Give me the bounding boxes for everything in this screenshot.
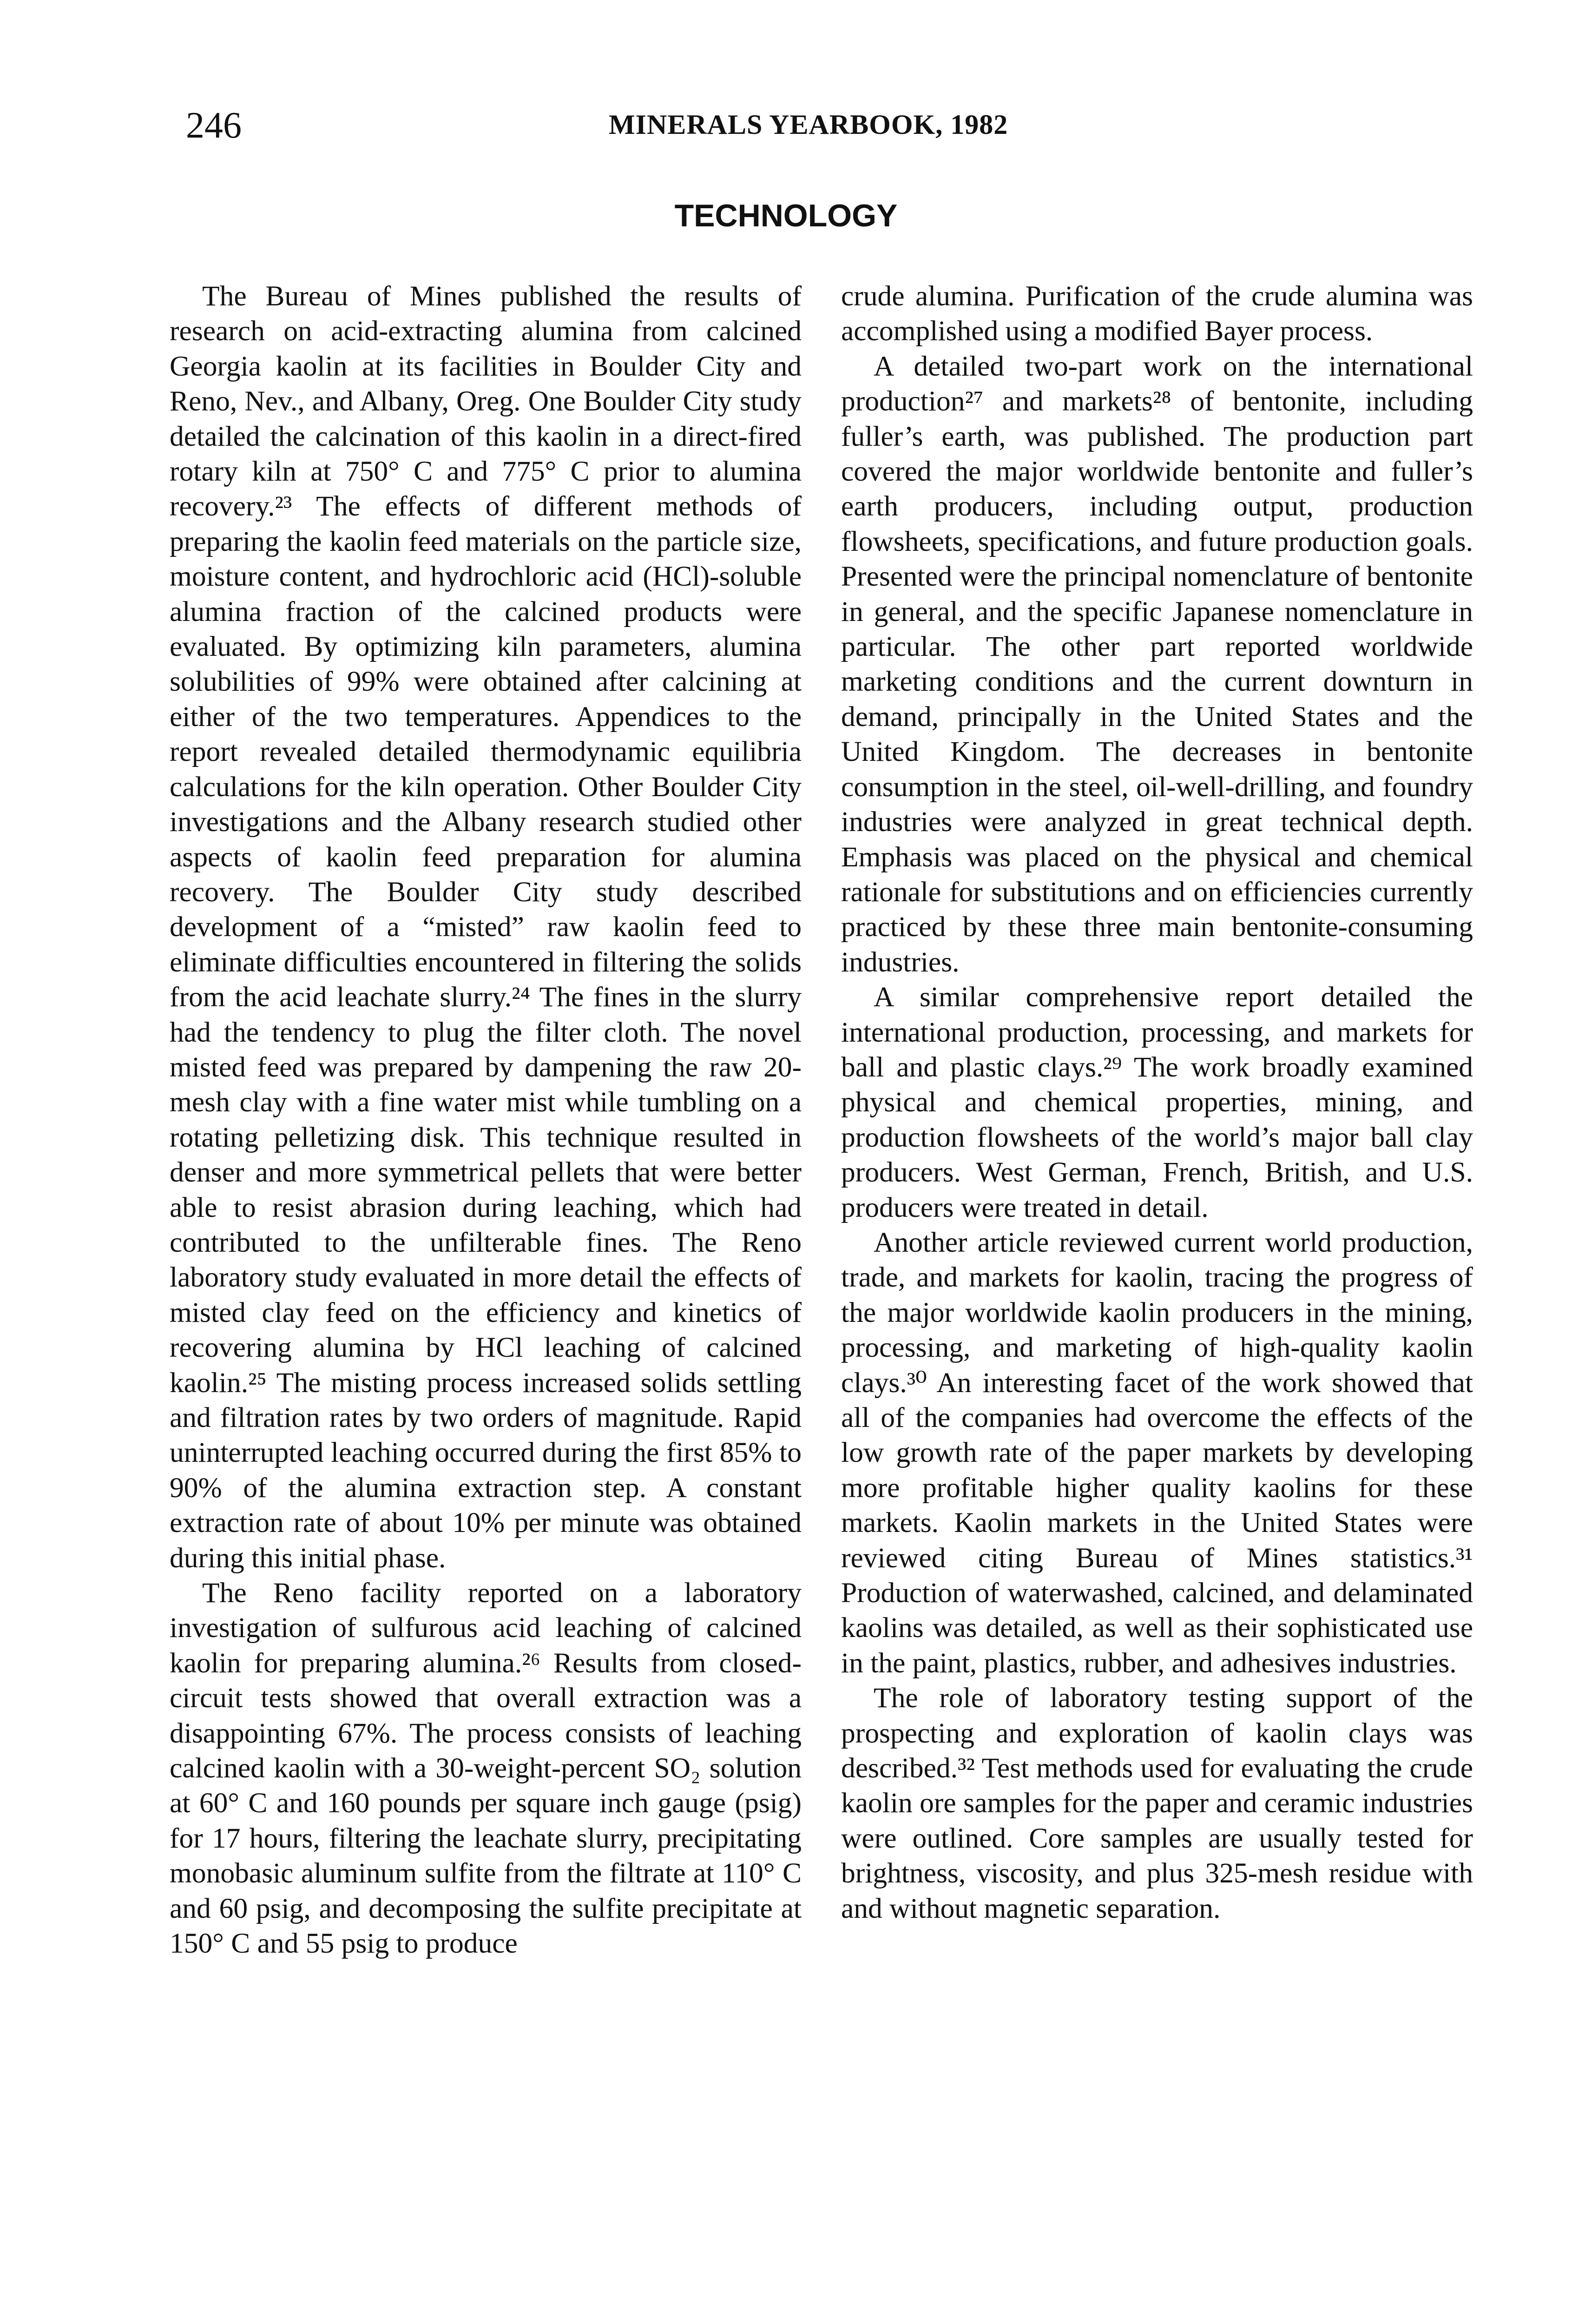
paragraph-continuation: crude alumina. Purification of the crude alumina was accomplished using a modified Bayer process. xyxy=(841,280,1473,347)
paragraph: The Reno facility reported on a laboratory investigation of sulfurous acid leaching of calcined kaolin for preparing alumina.²⁶ Results from closed-circuit tests showed that overall extraction was a disappointing 67%. The process consists of leaching calcined kaolin with a 30-weight-percent SO₂ solution at 60° C and 160 pounds per square inch gauge (psig) for 17 hours, filtering the leachate slurry, precipitating monobasic aluminum sulfite from the filtrate at 110° C and 60 psig, and decomposing the sulfite precipitate at 150° C and 55 psig to produce xyxy=(170,1577,802,1960)
running-title: MINERALS YEARBOOK, 1982 xyxy=(609,109,1008,140)
paragraph: The role of laboratory testing support of the prospecting and exploration of kaolin clays was described.³² Test methods used for evaluating the crude kaolin ore samples for the paper and ceramic industries were outlined. Core samples are usually tested for brightness, viscosity, and plus 325-mesh residue with and without magnetic separation. xyxy=(841,1682,1473,1924)
section-title: TECHNOLOGY xyxy=(674,198,898,233)
page-number: 246 xyxy=(186,105,242,146)
paragraph: Another article reviewed current world production, trade, and markets for kaolin, tracing the progress of the major worldwide kaolin producers in the mining, processing, and marketing of high-quality kaolin clays.³⁰ An interesting facet of the work showed that all of the companies had overcome the effects of the low growth rate of the paper markets by developing more profitable higher quality kaolins for these markets. Kaolin markets in the United States were reviewed citing Bureau of Mines statistics.³¹ Production of waterwashed, calcined, and delaminated kaolins was detailed, as well as their sophisticated use in the paint, plastics, rubber, and adhesives industries. xyxy=(841,1226,1473,1679)
left-text-column xyxy=(170,279,802,1961)
paragraph: A similar comprehensive report detailed the international production, processing, and markets for ball and plastic clays.²⁹ The work broadly examined physical and chemical properties, mining, and production flowsheets of the world’s major ball clay producers. West German, French, British, and U.S. producers were treated in detail. xyxy=(841,981,1473,1223)
right-text-column xyxy=(841,279,1473,1926)
paragraph: The Bureau of Mines published the results of research on acid-extracting alumina from calcined Georgia kaolin at its facilities in Boulder City and Reno, Nev., and Albany, Oreg. One Boulder City study detailed the calcination of this kaolin in a direct-fired rotary kiln at 750° C and 775° C prior to alumina recovery.²³ The effects of different methods of preparing the kaolin feed materials on the particle size, moisture content, and hydrochloric acid (HCl)-soluble alumina fraction of the calcined products were evaluated. By optimizing kiln parameters, alumina solubilities of 99% were obtained after calcining at either of the two temperatures. Appendices to the report revealed detailed thermodynamic equilibria calculations for the kiln operation. Other Boulder City investigations and the Albany research studied other aspects of kaolin feed preparation for alumina recovery. The Boulder City study described development of a “misted” raw kaolin feed to eliminate difficulties encountered in filtering the solids from the acid leachate slurry.²⁴ The fines in the slurry had the tendency to plug the filter cloth. The novel misted feed was prepared by dampening the raw 20-mesh clay with a fine water mist while tumbling on a rotating pelletizing disk. This technique resulted in denser and more symmetrical pellets that were better able to resist abrasion during leaching, which had contributed to the unfilterable fines. The Reno laboratory study evaluated in more detail the effects of misted clay feed on the efficiency and kinetics of recovering alumina by HCl leaching of calcined kaolin.²⁵ The misting process increased solids settling and filtration rates by two orders of magnitude. Rapid uninterrupted leaching occurred during the first 85% to 90% of the alumina extraction step. A constant extraction rate of about 10% per minute was obtained during this initial phase. xyxy=(170,280,802,1574)
paragraph: A detailed two-part work on the international production²⁷ and markets²⁸ of bentonite, including fuller’s earth, was published. The production part covered the major worldwide bentonite and fuller’s earth producers, including output, production flowsheets, specifications, and future production goals. Presented were the principal nomenclature of bentonite in general, and the specific Japanese nomenclature in particular. The other part reported worldwide marketing conditions and the current downturn in demand, principally in the United States and the United Kingdom. The decreases in bentonite consumption in the steel, oil-well-drilling, and foundry industries were analyzed in great technical depth. Emphasis was placed on the physical and chemical rationale for substitutions and on efficiencies currently practiced by these three main bentonite-consuming industries. xyxy=(841,350,1473,978)
